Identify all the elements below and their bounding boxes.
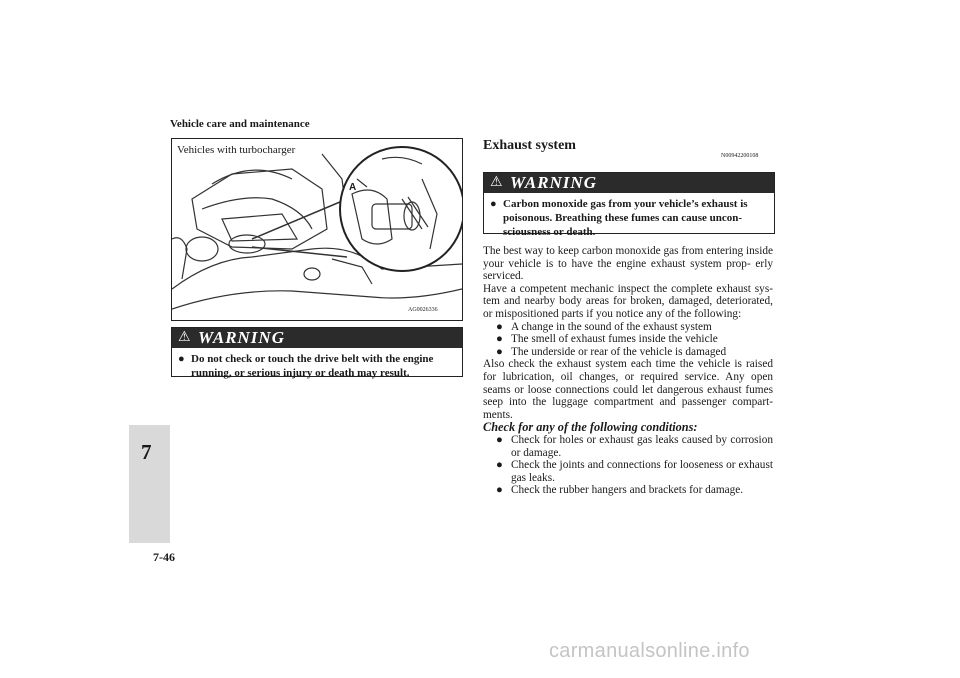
bullet-icon: ● bbox=[496, 333, 503, 346]
bullet-icon: ● bbox=[490, 198, 497, 210]
figure-caption: Vehicles with turbocharger bbox=[177, 144, 296, 156]
warning-header bbox=[484, 173, 774, 193]
list-item: ● A change in the sound of the exhaust system bbox=[496, 320, 712, 333]
warning-text bbox=[178, 352, 456, 380]
section-title: Exhaust system bbox=[483, 138, 576, 153]
list-item: ● Check the rubber hangers and brackets for damage. bbox=[496, 484, 744, 497]
warning-text bbox=[490, 197, 768, 239]
warning-line: Carbon monoxide gas from your vehicle’s exhaust is bbox=[503, 198, 748, 210]
bullet-icon: ● bbox=[496, 459, 503, 472]
figure-label-a: A bbox=[349, 182, 357, 193]
warning-triangle-icon: ⚠ bbox=[490, 175, 503, 190]
bullet-icon: ● bbox=[496, 433, 503, 446]
bullet-icon: ● bbox=[178, 353, 185, 365]
page-number: 7-46 bbox=[153, 550, 175, 564]
warning-box-drive-belt bbox=[171, 327, 463, 377]
list-item: ● Check for holes or exhaust gas leaks caused by corrosion or damage. bbox=[496, 433, 773, 459]
figure-code: AG0026336 bbox=[408, 307, 438, 313]
paragraph: The best way to keep carbon monoxide gas from entering inside your vehicle is to have the engine exhaust system prop- erly serviced. bbox=[483, 245, 773, 283]
warning-box-carbon-monoxide bbox=[483, 172, 775, 238]
drive-belt-diagram bbox=[172, 139, 462, 320]
watermark: carmanualsonline.info bbox=[549, 640, 750, 662]
warning-title: WARNING bbox=[510, 173, 597, 192]
warning-triangle-icon: ⚠ bbox=[178, 330, 191, 345]
warning-line: Do not check or touch the drive belt with the engine bbox=[191, 353, 434, 365]
paragraph: Have a competent mechanic inspect the complete exhaust sys- tem and nearby body areas for broken, damaged, deteriorated, or mispositioned parts if you notice any of the following: bbox=[483, 282, 773, 320]
section-code: N00942200108 bbox=[721, 153, 759, 159]
body-text bbox=[483, 245, 773, 497]
warning-header bbox=[172, 328, 462, 348]
warning-line: running, or serious injury or death may result. bbox=[191, 367, 410, 379]
list-item: ● Check the joints and connections for looseness or exhaust gas leaks. bbox=[496, 459, 773, 484]
running-header: Vehicle care and maintenance bbox=[170, 118, 310, 130]
bullet-icon: ● bbox=[496, 345, 503, 358]
engine-illustration bbox=[171, 138, 463, 321]
list-item: ● The underside or rear of the vehicle is damaged bbox=[496, 345, 727, 358]
chapter-number: 7 bbox=[141, 440, 152, 464]
subheading: Check for any of the following conditions: bbox=[483, 420, 698, 435]
warning-line: sciousness or death. bbox=[503, 226, 596, 238]
bullet-icon: ● bbox=[496, 320, 503, 333]
warning-line: poisonous. Breathing these fumes can cause uncon- bbox=[503, 212, 743, 224]
list-item: ● The smell of exhaust fumes inside the vehicle bbox=[496, 333, 718, 346]
paragraph: Also check the exhaust system each time the vehicle is raised for lubrication, oil changes, or required service. Any open seams or loose connections could let dangerous exhaust fumes seep into the luggage compartment and passenger compart- ments. bbox=[483, 358, 773, 421]
warning-title: WARNING bbox=[198, 328, 285, 347]
bullet-icon: ● bbox=[496, 484, 503, 497]
